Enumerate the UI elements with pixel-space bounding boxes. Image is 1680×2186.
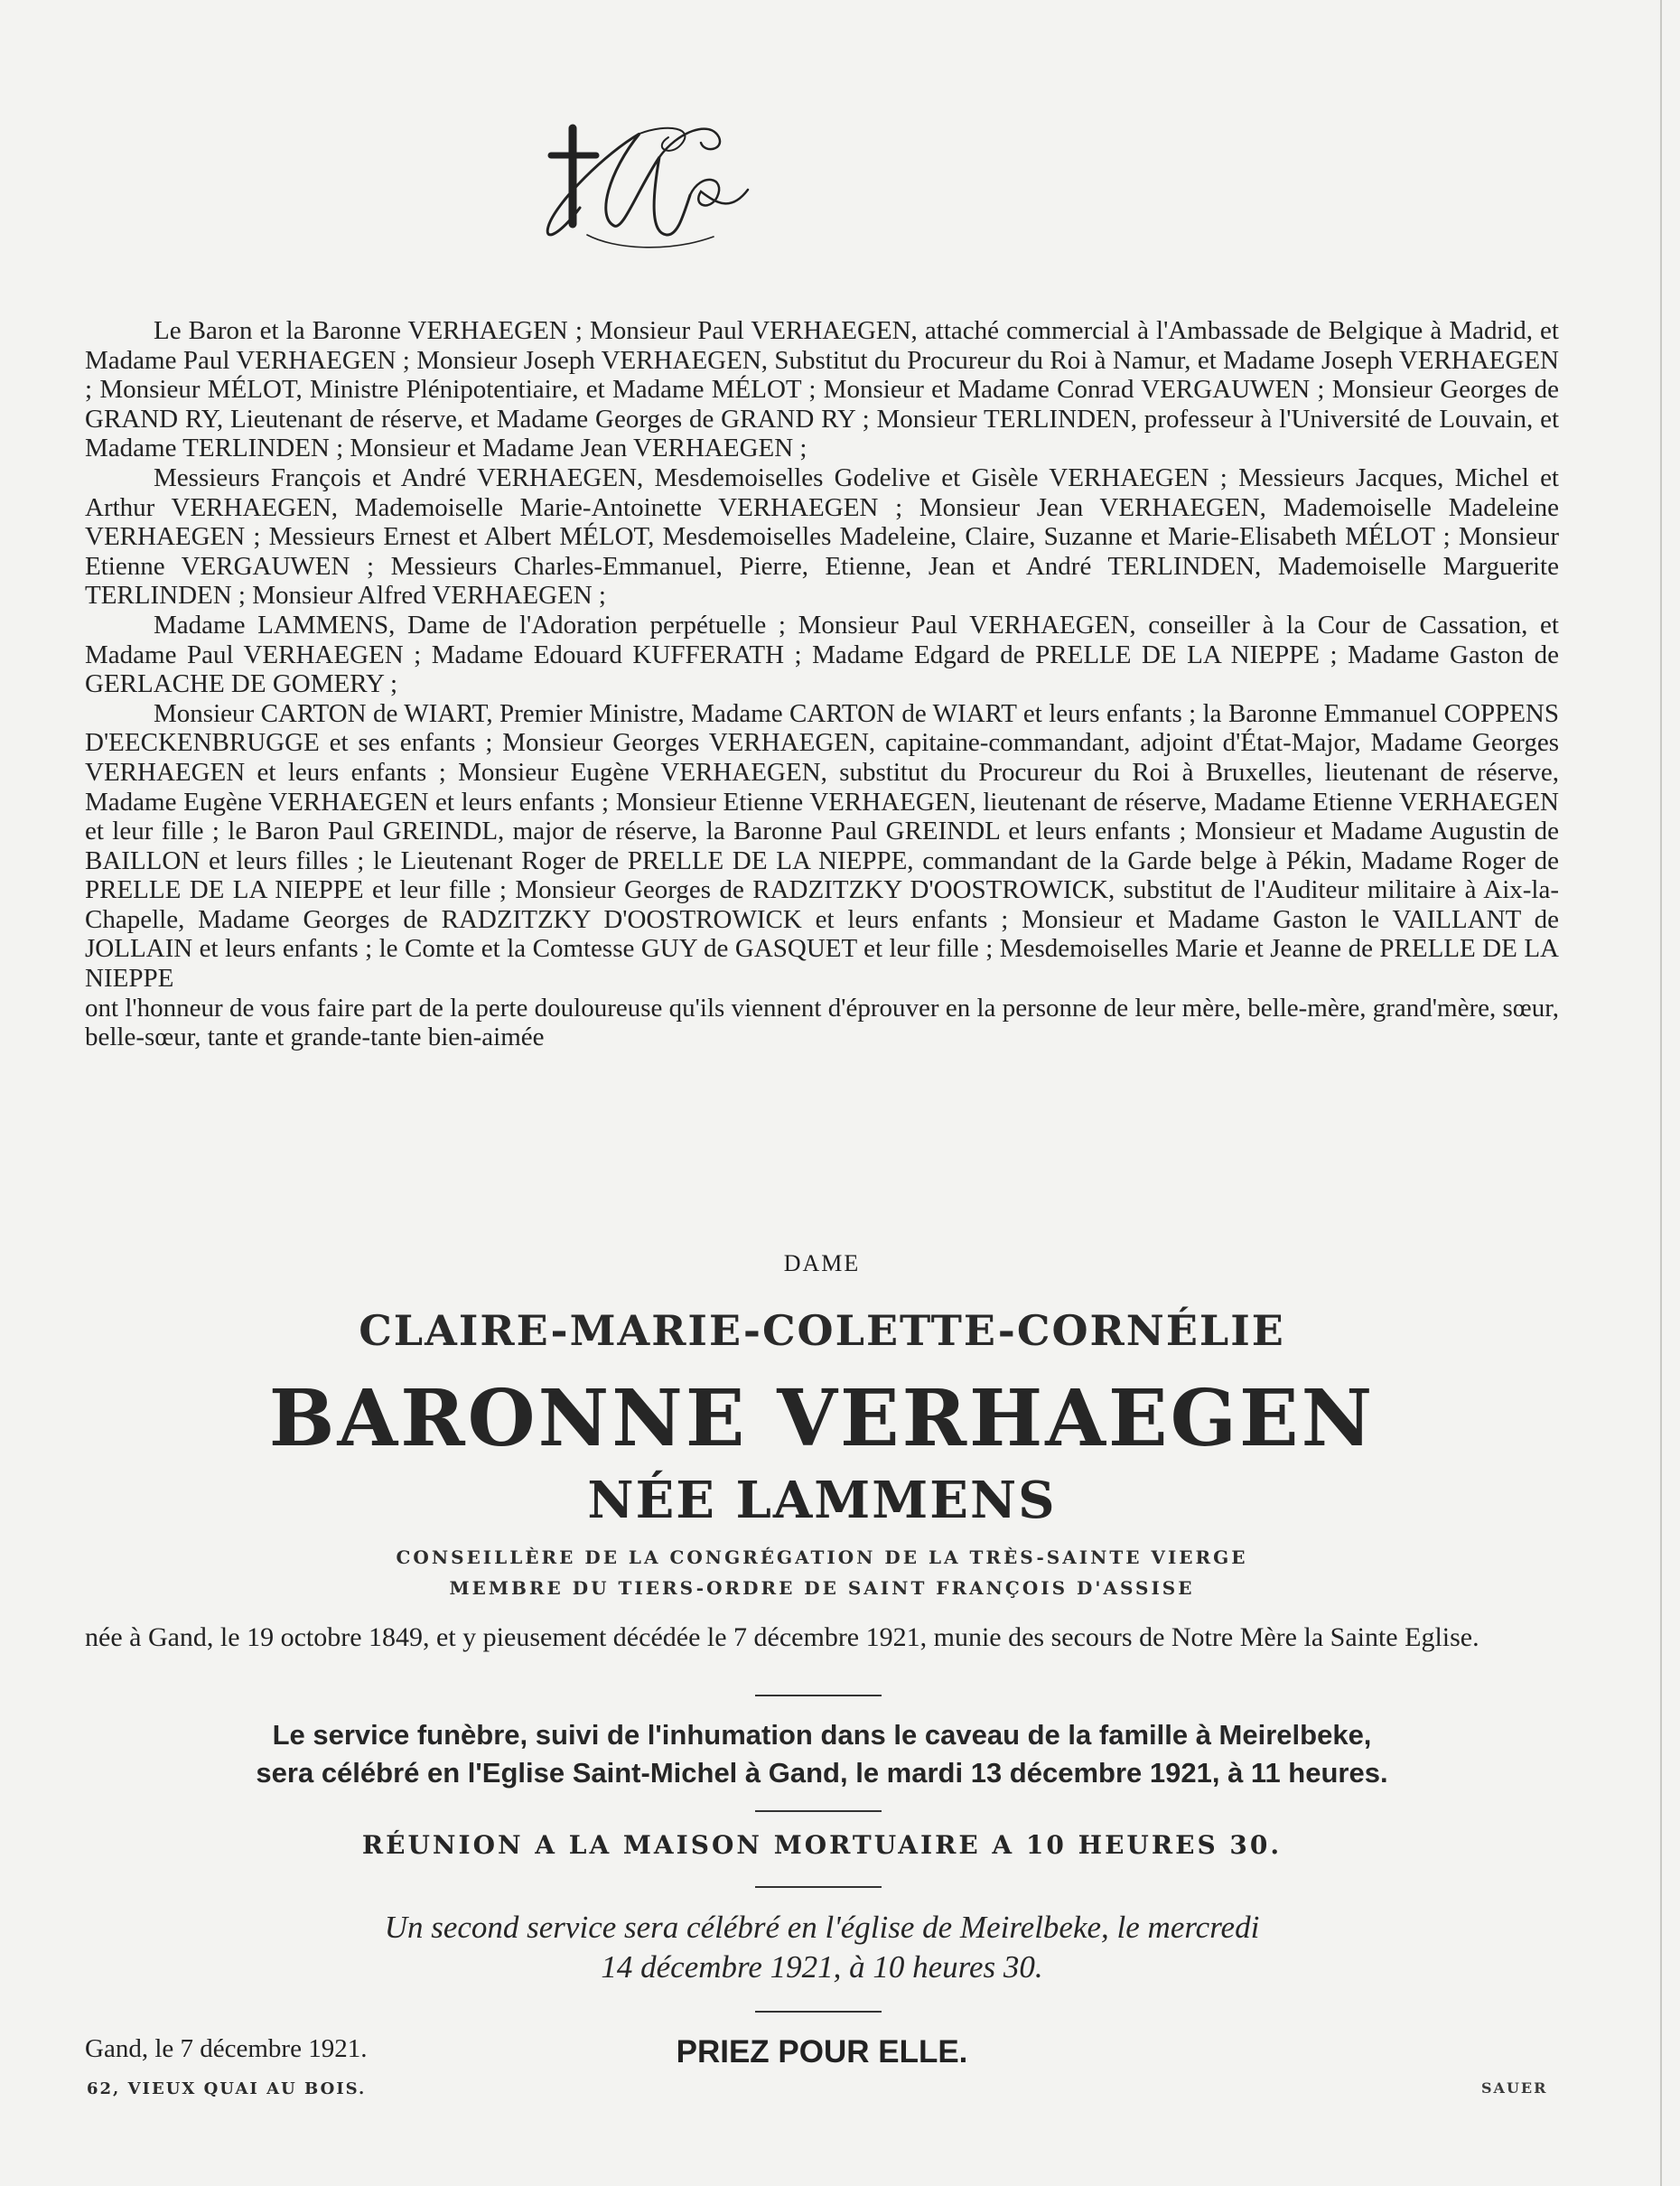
second-service-line-1: Un second service sera célébré en l'église de Meirelbeke, le mercredi — [384, 1910, 1260, 1945]
deceased-title-name: BARONNE VERHAEGEN — [268, 1373, 1376, 1464]
divider-3 — [755, 1886, 882, 1888]
family-paragraph-3: Madame LAMMENS, Dame de l'Adoration perpétuelle ; Monsieur Paul VERHAEGEN, conseiller à la Cour de Cassation, et Madame Paul VERHAEGEN ; Madame Edouard KUFFERATH ; Madame Edgard de PRELLE DE LA NIEPPE ; Madame Gaston de GERLACHE DE GOMERY ; — [85, 610, 1559, 699]
family-paragraph-4: Monsieur CARTON de WIART, Premier Ministre, Madame CARTON de WIART et leurs enfants ; la Baronne Emmanuel COPPENS D'EECKENBRUGGE et ses enfants ; Monsieur Georges VERHAEGEN, capitaine-commandant, adjoint d'État-Major, Madame Georges VERHAEGEN et leurs enfants ; Monsieur Eugène VERHAEGEN, substitut du Procureur du Roi à Bruxelles, lieutenant de réserve, Madame Eugène VERHAEGEN et leurs enfants ; Monsieur Etienne VERHAEGEN, lieutenant de réserve, Madame Etienne VERHAEGEN et leur fille ; le Baron Paul GREINDL, major de réserve, la Baronne Paul GREINDL et leurs enfants ; Monsieur et Madame Augustin de BAILLON et leurs filles ; le Lieutenant Roger de PRELLE DE LA NIEPPE, commandant de la Garde belge à Pékin, Madame Roger de PRELLE DE LA NIEPPE et leur fille ; Monsieur Georges de RADZITZKY D'OOSTROWICK, substitut de l'Auditeur militaire à Aix-la-Chapelle, Madame Georges de RADZITZKY D'OOSTROWICK et leurs enfants ; Monsieur et Madame Gaston le VAILLANT de JOLLAIN et leurs enfants ; le Comte et la Comtesse GUY de GASQUET et leur fille ; Mesdemoiselles Marie et Jeanne de PRELLE DE LA NIEPPE — [85, 698, 1559, 994]
second-service-line-2: 14 décembre 1921, à 10 heures 30. — [601, 1949, 1043, 1985]
paper-fold — [1660, 0, 1662, 2186]
dame-heading: DAME — [783, 1250, 861, 1276]
function-line-1: CONSEILLÈRE DE LA CONGRÉGATION DE LA TRÈS-SAINTE VIERGE — [396, 1546, 1248, 1568]
family-paragraph-2: Messieurs François et André VERHAEGEN, Mesdemoiselles Godelive et Gisèle VERHAEGEN ; Messieurs Jacques, Michel et Arthur VERHAEGEN, Mademoiselle Marie-Antoinette VERHAEGEN ; Monsieur Jean VERHAEGEN, Mademoiselle Madeleine VERHAEGEN ; Messieurs Ernest et Albert MÉLOT, Mesdemoiselles Madeleine, Claire, Suzanne et Marie-Elisabeth MÉLOT ; Monsieur Etienne VERGAUWEN ; Messieurs Charles-Emmanuel, Pierre, Etienne, Jean et André TERLINDEN, Mademoiselle Marguerite TERLINDEN ; Monsieur Alfred VERHAEGEN ; — [85, 462, 1559, 611]
funeral-service-text — [85, 1716, 1559, 1792]
family-paragraph-1: Le Baron et la Baronne VERHAEGEN ; Monsieur Paul VERHAEGEN, attaché commercial à l'Ambassade de Belgique à Madrid, et Madame Paul VERHAEGEN ; Monsieur Joseph VERHAEGEN, Substitut du Procureur du Roi à Namur, et Madame Joseph VERHAEGEN ; Monsieur MÉLOT, Ministre Plénipotentiaire, et Madame MÉLOT ; Monsieur et Madame Conrad VERGAUWEN ; Monsieur Georges de GRAND RY, Lieutenant de réserve, et Madame Georges de GRAND RY ; Monsieur TERLINDEN, professeur à l'Université de Louvain, et Madame TERLINDEN ; Monsieur et Madame Jean VERHAEGEN ; — [85, 316, 1559, 463]
announcement-body — [85, 316, 1559, 1052]
divider-4 — [755, 2011, 882, 2013]
cross-monogram-icon — [533, 117, 759, 271]
function-line-2: MEMBRE DU TIERS-ORDRE DE SAINT FRANÇOIS D'ASSISE — [449, 1577, 1195, 1599]
birth-death-text: née à Gand, le 19 octobre 1849, et y pieusement décédée le 7 décembre 1921, munie des secours de Notre Mère la Sainte Eglise. — [85, 1622, 1479, 1652]
second-service-text — [85, 1908, 1559, 1987]
maiden-name: NÉE LAMMENS — [587, 1471, 1057, 1530]
divider-1 — [755, 1695, 882, 1696]
divider-2 — [755, 1810, 882, 1812]
service-line-2: sera célébré en l'Eglise Saint-Michel à Gand, le mardi 13 décembre 1921, à 11 heures. — [256, 1757, 1388, 1789]
prayer-text: PRIEZ POUR ELLE. — [676, 2034, 968, 2069]
deceased-first-names: CLAIRE-MARIE-COLETTE-CORNÉLIE — [359, 1306, 1285, 1355]
service-line-1: Le service funèbre, suivi de l'inhumation dans le caveau de la famille à Meirelbeke, — [272, 1719, 1372, 1751]
printer-name: SAUER — [1481, 2079, 1548, 2097]
reunion-text: RÉUNION A LA MAISON MORTUAIRE A 10 HEURES 30. — [361, 1830, 1283, 1860]
place-date: Gand, le 7 décembre 1921. — [85, 2034, 368, 2063]
mortuary-address: 62, VIEUX QUAI AU BOIS. — [87, 2079, 367, 2098]
announcement-paragraph: ont l'honneur de vous faire part de la perte douloureuse qu'ils viennent d'éprouver en la personne de leur mère, belle-mère, grand'mère, sœur, belle-sœur, tante et grande-tante bien-aimée — [85, 993, 1559, 1052]
